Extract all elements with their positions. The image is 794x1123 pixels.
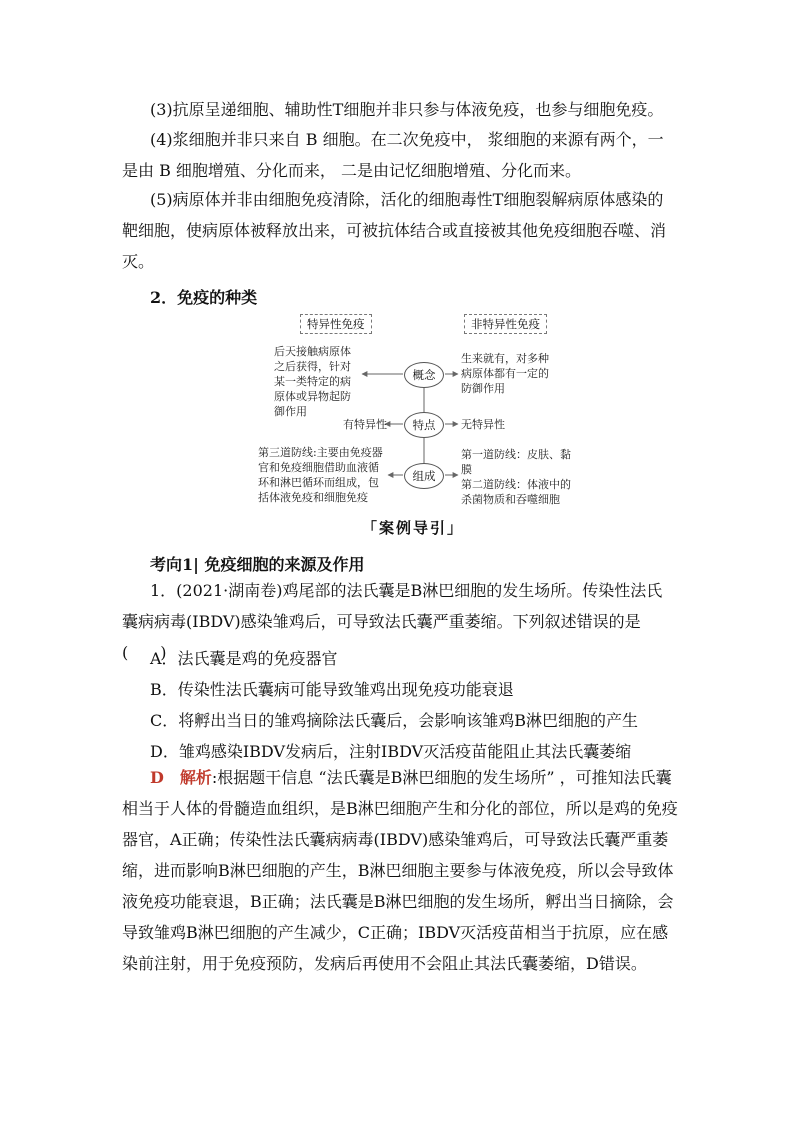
node-concept: 概念 — [404, 362, 444, 388]
specific-composition-text: 第三道防线:主要由免疫器官和免疫细胞借助血液循环和淋巴循环而组成，包括体液免疫和细胞免疫 — [258, 446, 383, 504]
analysis-text: :根据题干信息 “法氏囊是B淋巴细胞的发生场所” ，可推知法氏囊相当于人体的骨髓造血组织，是B淋巴细胞产生和分化的部位，所以是鸡的免疫器官，A正确；传染性法氏囊病病毒(IBDV)感染雏鸡后，可导致法氏囊严重萎缩，进而影响B淋巴细胞的产生，B淋巴细胞主要参与体液免疫，所以会导致体液免疫功能衰退，B正确；法氏囊是B淋巴细胞的发生场所，孵出当日摘除，会导致雏鸡B淋巴细胞的产生减少，C正确；IBDV灭活疫苗相当于抗原，应在感染前注射，用于免疫预防，发病后再使用不会阻止其法氏囊萎缩，D错误。 — [122, 768, 678, 973]
specific-immunity-header: 特异性免疫 — [300, 314, 372, 334]
paragraph-5: (5)病原体并非由细胞免疫清除，活化的细胞毒性T细胞裂解病原体感染的靶细胞，使病原体被释放出来，可被抗体结合或直接被其他免疫细胞吞噬、消灭。 — [122, 190, 667, 271]
option-c: C．将孵出当日的雏鸡摘除法氏囊后，会影响该雏鸡B淋巴细胞的产生 — [150, 711, 639, 730]
paragraph-4-line-1: (4)浆细胞并非只来自 B 细胞。在二次免疫中， 浆细胞的来源有两个，一 — [150, 130, 664, 149]
question-stem: 1．(2021·湖南卷)鸡尾部的法氏囊是B淋巴细胞的发生场所。传染性法氏囊病病毒(IBDV)感染雏鸡后，可导致法氏囊严重萎缩。下列叙述错误的是( ) — [122, 581, 663, 662]
option-d: D．雏鸡感染IBDV发病后，注射IBDV灭活疫苗能阻止其法氏囊萎缩 — [150, 742, 632, 761]
topic-heading: 考向1| 免疫细胞的来源及作用 — [150, 555, 365, 574]
analysis-paragraph — [122, 762, 678, 979]
paragraph-3: (3)抗原呈递细胞、辅助性T细胞并非只参与体液免疫，也参与细胞免疫。 — [150, 100, 664, 119]
first-defense-line-text: 第一道防线：皮肤、黏膜 — [461, 448, 571, 476]
answer-letter: D — [150, 768, 164, 787]
nonspecific-immunity-header: 非特异性免疫 — [464, 314, 547, 334]
nonspecific-concept-text: 生来就有，对多种病原体都有一定的防御作用 — [461, 352, 549, 395]
analysis-label: 解析 — [179, 768, 212, 787]
case-guide-title: 「案例导引」 — [362, 519, 465, 537]
paragraph-4-line-2: 是由 B 细胞增殖、分化而来， 二是由记忆细胞增殖、分化而来。 — [122, 161, 582, 180]
node-composition: 组成 — [404, 463, 444, 489]
nonspecific-feature-text: 无特异性 — [461, 418, 505, 431]
option-b: B．传染性法氏囊病可能导致雏鸡出现免疫功能衰退 — [150, 680, 514, 699]
node-feature: 特点 — [404, 412, 444, 438]
option-a: A．法氏囊是鸡的免疫器官 — [150, 649, 338, 668]
specific-concept-text: 后天接触病原体之后获得，针对某一类特定的病原体或异物起防御作用 — [274, 345, 351, 418]
section-title: 2．免疫的种类 — [150, 288, 258, 307]
specific-feature-text: 有特异性 — [343, 418, 387, 431]
second-defense-line-text: 第二道防线：体液中的杀菌物质和吞噬细胞 — [461, 478, 571, 506]
